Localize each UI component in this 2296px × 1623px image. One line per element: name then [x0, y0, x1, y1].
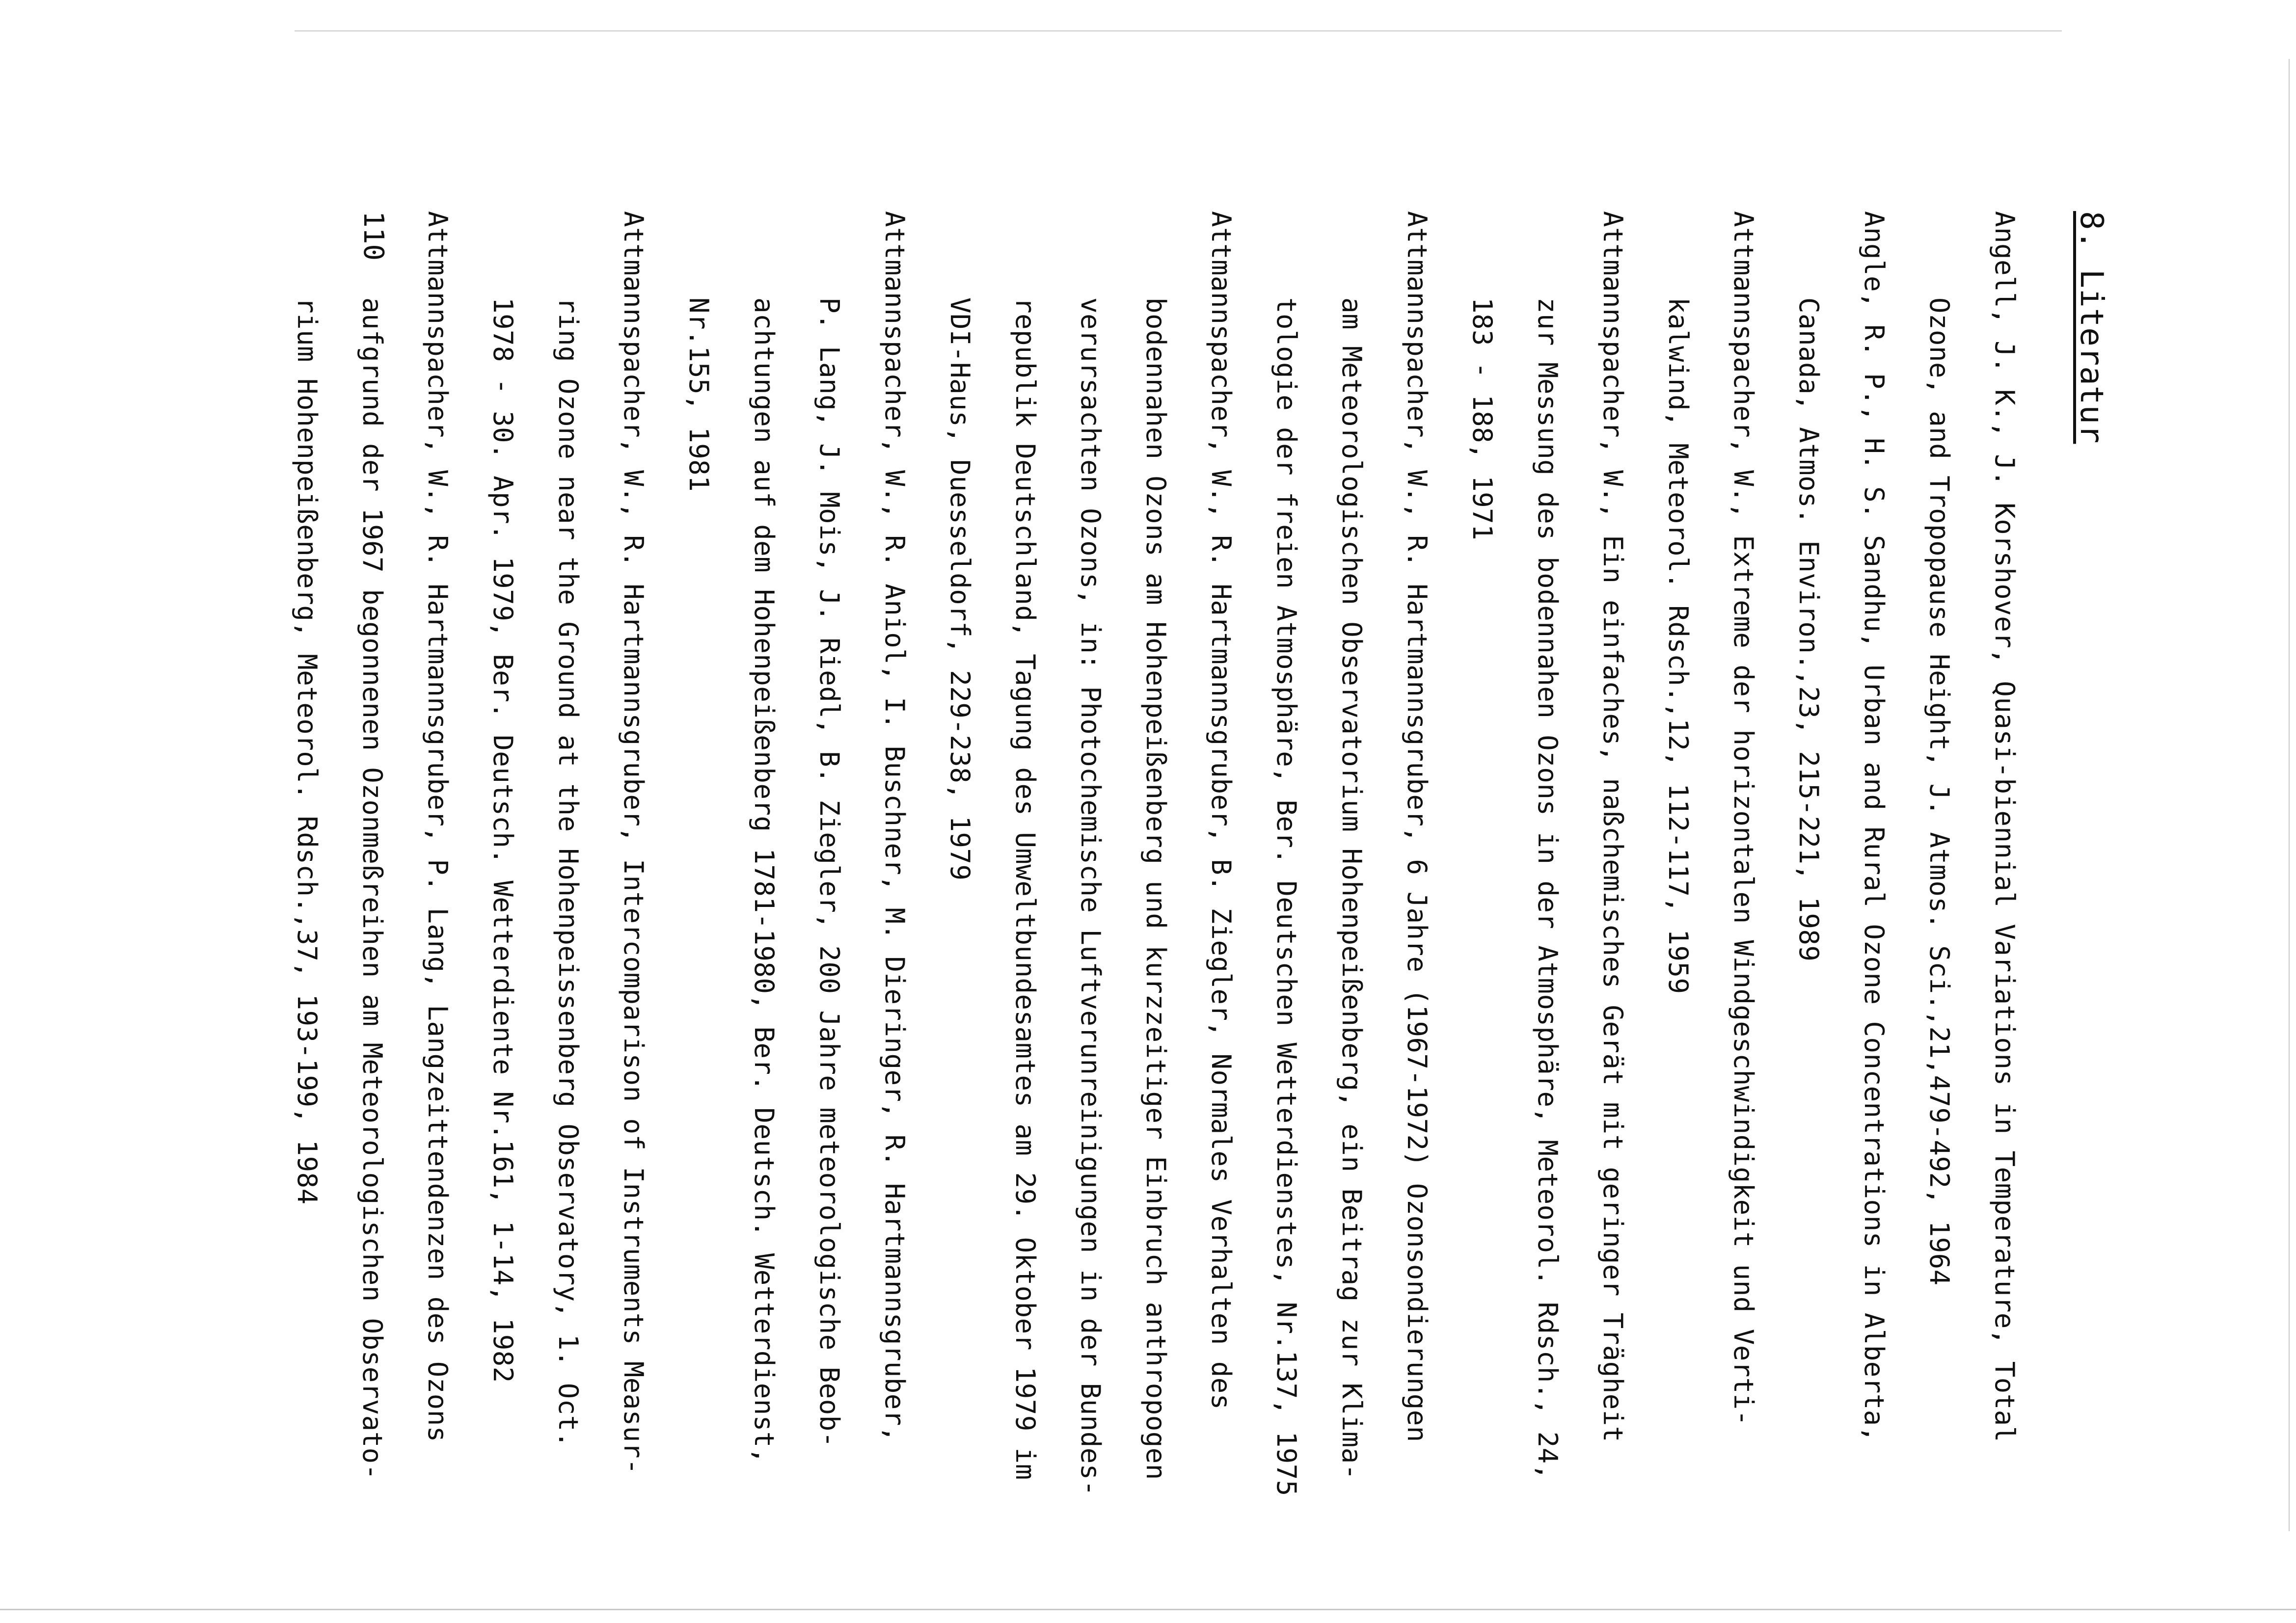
reference-entry [470, 211, 666, 1487]
reference-line: am Meteorologischen Observatorium Hohenpeißenberg, ein Beitrag zur Klima- [1336, 297, 1367, 1480]
page-number: 110 [357, 211, 389, 261]
reference-line: Attmannspacher, W., Ein einfaches, naßchemisches Gerät mit geringer Trägheit [1597, 211, 1628, 1442]
reference-entry [1907, 211, 2037, 1487]
reference-line: republik Deutschland, Tagung des Umweltbundesamtes am 29. Oktober 1979 im [1010, 297, 1041, 1480]
reference-line: rium Hohenpeißenberg, Meteorol. Rdsch.,37, 193-199, 1984 [292, 297, 323, 1205]
scan-edge-top [295, 30, 2062, 31]
reference-line: Canada, Atmos. Environ.,23, 215-221, 1989 [1793, 297, 1824, 962]
reference-line: achtungen auf dem Hohenpeißenberg 1781-1980, Ber. Deutsch. Wetterdienst, [749, 297, 780, 1464]
reference-line: Attmannspacher, W., R. Hartmannsgruber, P. Lang, Langzeittendenzen des Ozons [422, 211, 453, 1442]
reference-list [274, 211, 2037, 1496]
reference-line: verursachten Ozons, in: Photochemische Luftverunreinigungen in der Bundes- [1075, 297, 1106, 1496]
reference-entry [1776, 211, 1907, 1487]
reference-line: bodennahen Ozons am Hohenpeißenberg und kurzzeitiger Einbruch anthropogen [1140, 297, 1171, 1480]
reference-entry [274, 211, 470, 1487]
reference-line: Ozone, and Tropopause Height, J. Atmos. Sci.,21,479-492, 1964 [1924, 297, 1955, 1286]
rotated-content [292, 211, 2111, 1496]
reference-entry [927, 211, 1254, 1496]
reference-line: Attmannspacher, W., R. Hartmannsgruber, 6 Jahre (1967-1972) Ozonsondierungen [1402, 211, 1432, 1442]
reference-line: Angle, R. P., H. S. Sandhu, Urban and Rural Ozone Concentrations in Alberta, [1859, 211, 1890, 1442]
reference-line: aufgrund der 1967 begonnenen Ozonmeßreihen am Meteorologischen Observato- [357, 297, 388, 1480]
reference-line: zur Messung des bodennahen Ozons in der Atmosphäre, Meteorol. Rdsch., 24, [1532, 297, 1563, 1480]
reference-line: 183 - 188, 1971 [1467, 297, 1498, 541]
reference-line: Angell, J. K., J. Korshover, Quasi-biennial Variations in Temperature, Total [1989, 211, 2020, 1442]
reference-line: P. Lang, J. Mois, J. Riedl, B. Ziegler, 200 Jahre meteorologische Beob- [814, 297, 845, 1448]
reference-line: Attmannspacher, W., R. Hartmannsgruber, B. Ziegler, Normales Verhalten des [1206, 211, 1237, 1410]
reference-line: Attmannspacher, W., R. Aniol, I. Buschner, M. Dieringer, R. Hartmannsgruber, [879, 211, 910, 1442]
reference-entry [1646, 211, 1776, 1487]
reference-line: Attmannspacher, W., Extreme der horizontalen Windgeschwindigkeit und Verti- [1728, 211, 1759, 1426]
reference-line: VDI-Haus, Duesseldorf, 229-238, 1979 [945, 297, 975, 881]
reference-entry [1450, 211, 1646, 1487]
reference-entry [666, 211, 927, 1487]
section-heading: 8. Literatur [2073, 211, 2109, 444]
reference-line: Nr.155, 1981 [683, 297, 714, 492]
reference-line: Attmannspacher, W., R. Hartmannsgruber, Intercomparison of Instruments Measur- [618, 211, 649, 1475]
scan-edge-bottom [0, 1609, 2296, 1610]
reference-line: tologie der freien Atmosphäre, Ber. Deutschen Wetterdienstes, Nr.137, 1975 [1271, 297, 1302, 1496]
reference-line: 1978 - 30. Apr. 1979, Ber. Deutsch. Wetterdiente Nr.161, 1-14, 1982 [487, 297, 518, 1383]
scan-edge-right [2289, 59, 2290, 1531]
reference-line: ring Ozone near the Ground at the Hohenpeissenberg Observatory, 1. Oct. [553, 297, 584, 1448]
reference-entry [1254, 211, 1450, 1496]
reference-line: kalwind, Meteorol. Rdsch.,12, 112-117, 1959 [1663, 297, 1694, 994]
